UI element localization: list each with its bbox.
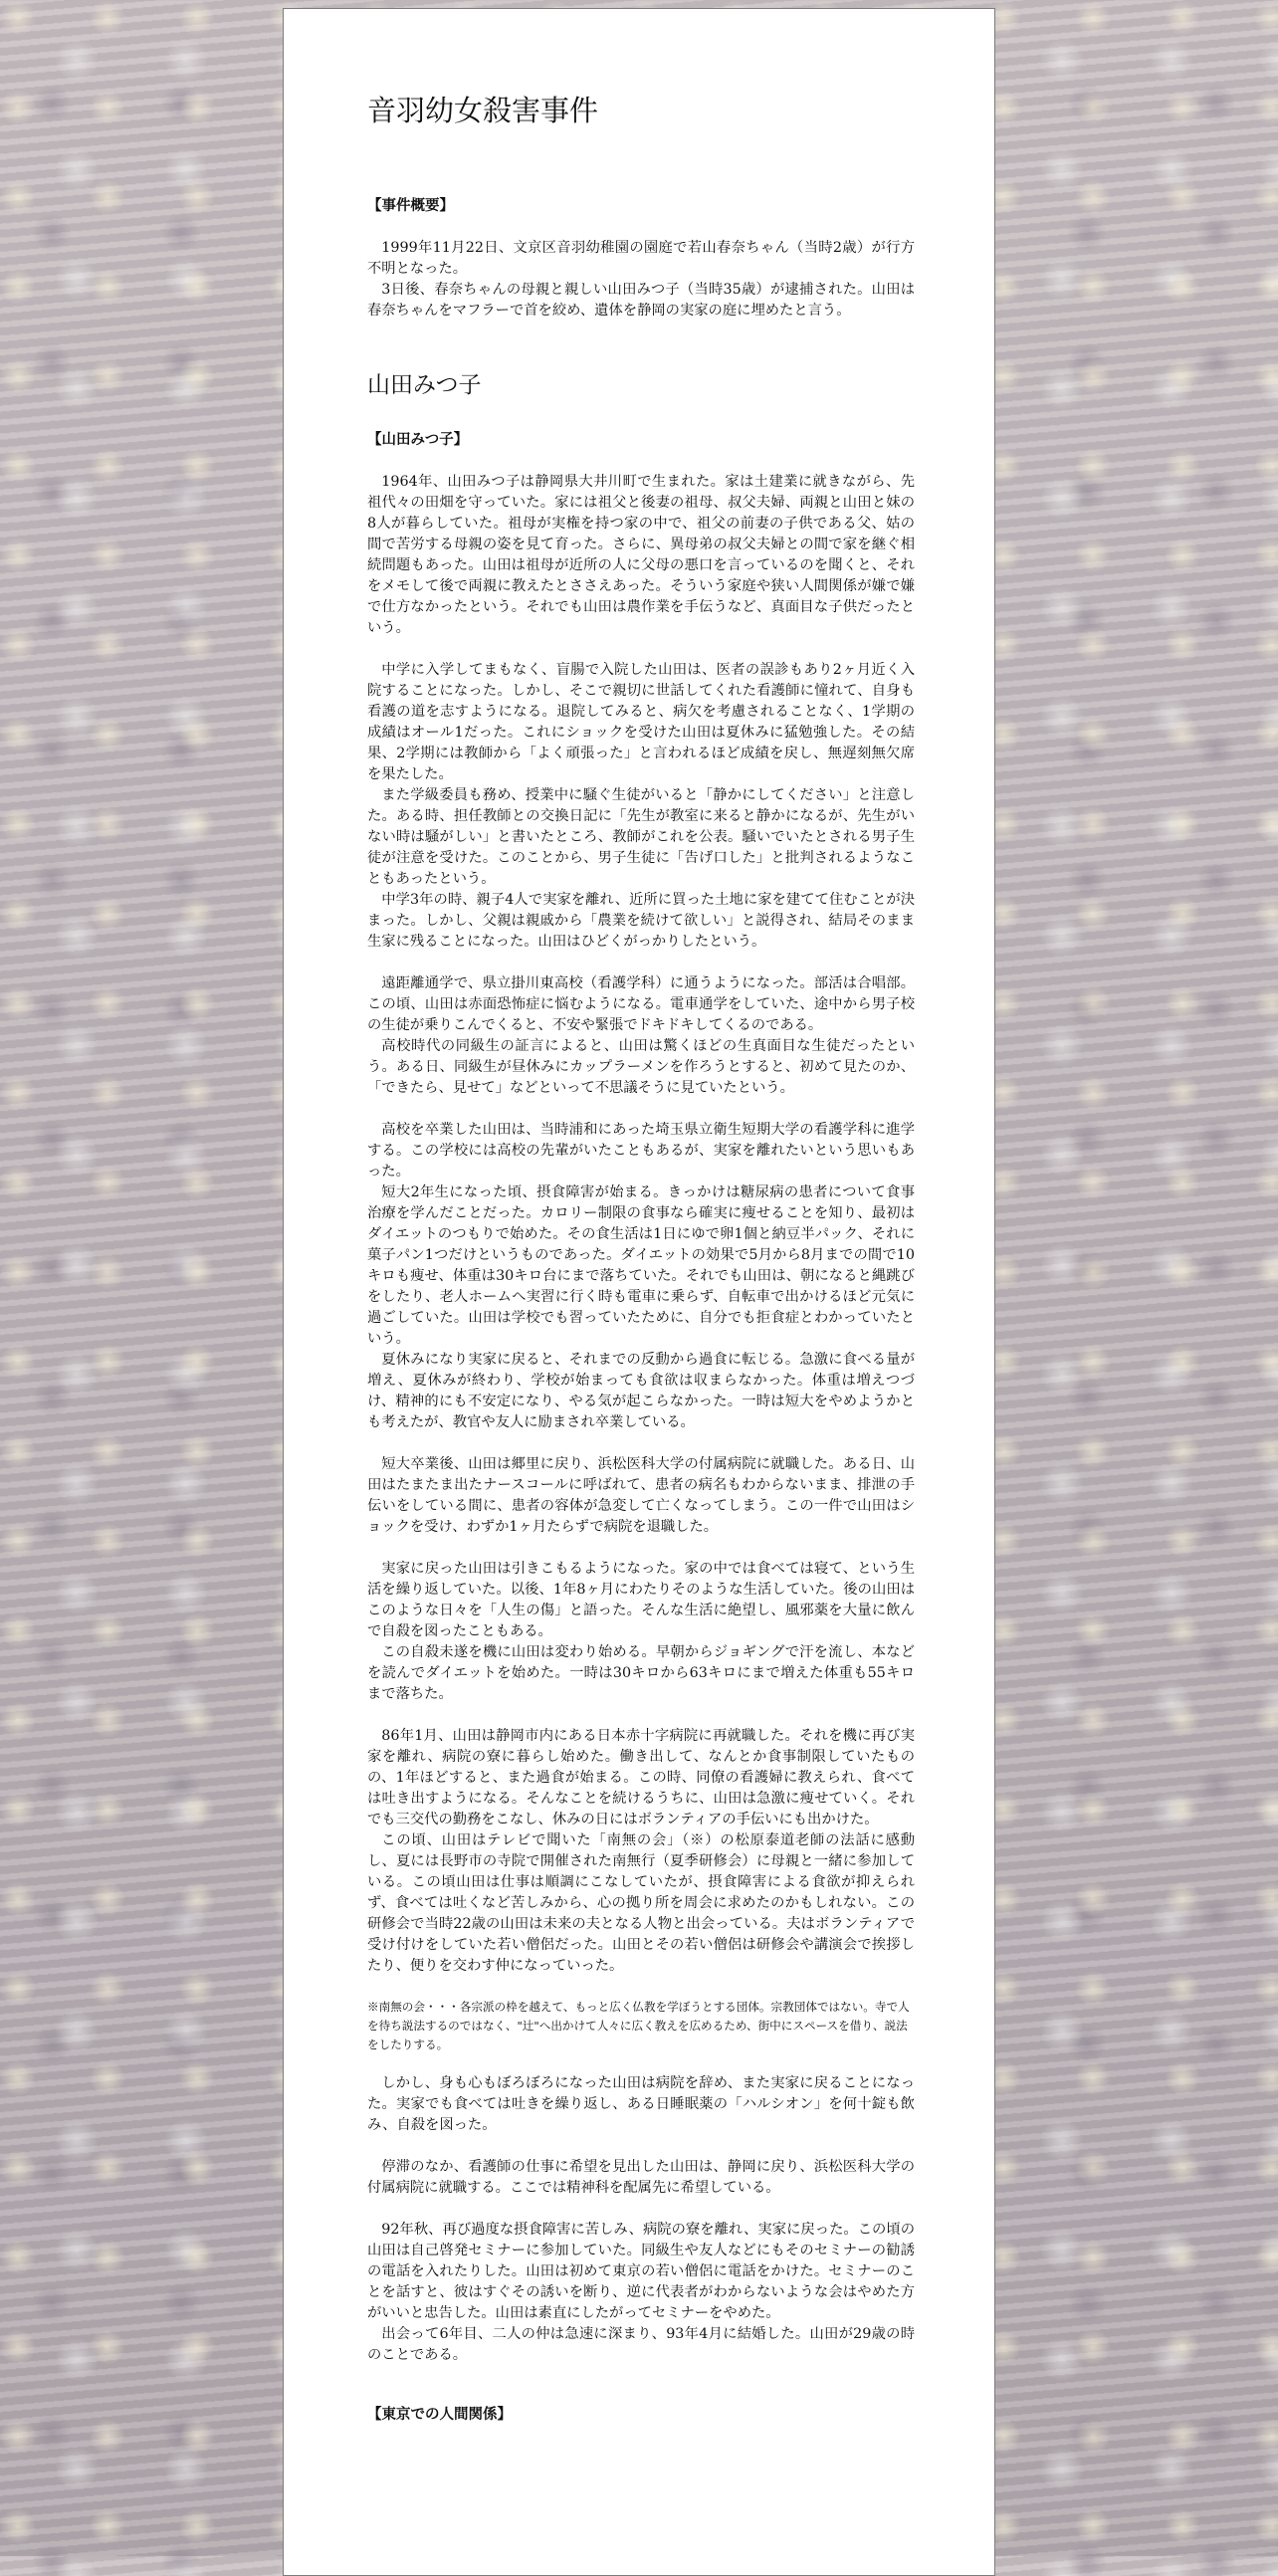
overview-paragraph	[367, 238, 915, 322]
overview-line: 1999年11月22日、文京区音羽幼稚園の園庭で若山春奈ちゃん（当時2歳）が行方不明となった。	[367, 240, 915, 277]
overview-line: 3日後、春奈ちゃんの母親と親しい山田みつ子（当時35歳）が逮捕された。山田は春奈ちゃんをマフラーで首を絞め、遺体を静岡の実家の庭に埋めたと言う。	[367, 282, 915, 319]
paragraph-block	[367, 973, 915, 1099]
paragraph-line: 停滞のなか、看護師の仕事に希望を見出した山田は、静岡に戻り、浜松医科大学の付属病院に就職する。ここでは精神科を配属先に希望している。	[367, 2159, 915, 2196]
overview-label: 【事件概要】	[367, 198, 454, 214]
paragraph-line: 92年秋、再び過度な摂食障害に苦しみ、病院の寮を離れ、実家に戻った。この頃の山田は自己啓発セミナーに参加していた。同級生や友人などにもそのセミナーの勧誘の電話を入れたりした。山田は初めて東京の若い僧侶に電話をかけた。セミナーのことを話すと、彼はすぐその誘いを断り、逆に代表者がわからないような会はやめた方がいいと忠告した。山田は素直にしたがってセミナーをやめた。	[367, 2222, 915, 2321]
body-paragraphs-2	[367, 2073, 915, 2366]
paragraph-line: 1964年、山田みつ子は静岡県大井川町で生まれた。家は土建業に就きながら、先祖代々の田畑を守っていた。家には祖父と後妻の祖母、叔父夫婦、両親と山田と妹の8人が暮らしていた。祖母が実権を持つ家の中で、祖父の前妻の子供である父、姑の間で苦労する母親の姿を見て育った。さらに、異母弟の叔父夫婦との間で家を継ぐ相続問題もあった。山田は祖母が近所の人に父母の悪口を言っているのを聞くと、それをメモして後で両親に教えたとささえあった。そういう家庭や狭い人間関係が嫌で嫌で仕方なかったという。それでも山田は農作業を手伝うなど、真面目な子供だったという。	[367, 474, 915, 636]
document-content	[367, 91, 915, 2447]
paragraph-block	[367, 1454, 915, 1538]
footnote: ※南無の会・・・各宗派の枠を越えて、もっと広く仏教を学ぼうとする団体。宗教団体ではない。寺で人を待ち説法するのではなく、"辻"へ出かけて人々に広く教えを広めるため、街中にスペースを借り、説法をしたりする。	[367, 2000, 910, 2051]
paragraph-block	[367, 1120, 915, 1433]
paragraph-line: 出会って6年目、二人の仲は急速に深まり、93年4月に結婚した。山田が29歳の時のことである。	[367, 2326, 915, 2363]
paragraph-line: 中学3年の時、親子4人で実家を離れ、近所に買った土地に家を建てて住むことが決まった。しかし、父親は親戚から「農業を続けて欲しい」と説得され、結局そのまま生家に残ることになった。山田はひどくがっかりしたという。	[367, 892, 915, 950]
paragraph-line: 86年1月、山田は静岡市内にある日本赤十字病院に再就職した。それを機に再び実家を離れ、病院の寮に暮らし始めた。働き出して、なんとか食事制限していたものの、1年ほどすると、また過食が始まる。この時、同僚の看護婦に教えられ、食べては吐き出すようになる。そんなことを続けるうちに、山田は急激に痩せていく。それでも三交代の勤務をこなし、休みの日にはボランティアの手伝いにも出かけた。	[367, 1728, 915, 1827]
paragraph-line: 短大2年生になった頃、摂食障害が始まる。きっかけは糖尿病の患者について食事治療を学んだことだった。カロリー制限の食事なら確実に痩せることを知り、最初はダイエットのつもりで始めた。その食生活は1日にゆで卵1個と納豆半パック、それに菓子パン1つだけというものであった。ダイエットの効果で5月から8月までの間で10キロも痩せ、体重は30キロ台にまで落ちていた。それでも山田は、朝になると縄跳びをしたり、老人ホームへ実習に行く時も電車に乗らず、自転車で出かけるほど元気に過ごしていた。山田は学校でも習っていたために、自分でも拒食症とわかっていたという。	[367, 1184, 915, 1347]
paragraph-block	[367, 472, 915, 639]
paragraph-block	[367, 1559, 915, 1705]
paragraph-line: 高校を卒業した山田は、当時浦和にあった埼玉県立衛生短期大学の看護学科に進学する。この学校には高校の先輩がいたこともあるが、実家を離れたいという思いもあった。	[367, 1122, 915, 1180]
section-label: 【山田みつ子】	[367, 432, 469, 448]
paragraph-line: 短大卒業後、山田は郷里に戻り、浜松医科大学の付属病院に就職した。ある日、山田はたまたま出たナースコールに呼ばれて、患者の病名もわからないまま、排泄の手伝いをしている間に、患者の容体が急変して亡くなってしまう。この一件で山田はショックを受け、わずか1ヶ月たらずで病院を退職した。	[367, 1456, 915, 1535]
page-title: 音羽幼女殺害事件	[367, 94, 599, 127]
paragraph-block	[367, 2220, 915, 2366]
paragraph-block	[367, 2073, 915, 2136]
body-paragraphs	[367, 472, 915, 1977]
section-heading: 山田みつ子	[367, 372, 482, 398]
paragraph-block	[367, 1726, 915, 1977]
document-page	[283, 8, 995, 2576]
paragraph-line: しかし、身も心もぼろぼろになった山田は病院を辞め、また実家に戻ることになった。実家でも食べては吐きを繰り返し、ある日睡眠薬の「ハルシオン」を何十錠も飲み、自殺を図った。	[367, 2075, 915, 2133]
paragraph-line: この自殺未遂を機に山田は変わり始める。早朝からジョギングで汗を流し、本などを読んでダイエットを始めた。一時は30キロから63キロにまで増えた体重も55キロまで落ちた。	[367, 1644, 915, 1702]
paragraph-block	[367, 660, 915, 953]
paragraph-line: 遠距離通学で、県立掛川東高校（看護学科）に通うようになった。部活は合唱部。この頃、山田は赤面恐怖症に悩むようになる。電車通学をしていた、途中から男子校の生徒が乗りこんでくると、不安や緊張でドキドキしてくるのである。	[367, 975, 915, 1033]
paragraph-line: また学級委員も務め、授業中に騒ぐ生徒がいると「静かにしてください」と注意した。ある時、担任教師との交換日記に「先生が教室に来ると静かになるが、先生がいない時は騒がしい」と書いたところ、教師がこれを公表。騒いでいたとされる男子生徒が注意を受けた。このことから、男子生徒に「告げ口した」と批判されるようなこともあったという。	[367, 787, 915, 887]
paragraph-line: 高校時代の同級生の証言によると、山田は驚くほどの生真面目な生徒だったという。ある日、同級生が昼休みにカップラーメンを作ろうとすると、初めて見たのか、「できたら、見せて」などといって不思議そうに見ていたという。	[367, 1038, 915, 1096]
next-section-label: 【東京での人間関係】	[367, 2407, 512, 2423]
paragraph-line: この頃、山田はテレビで聞いた「南無の会」（※）の松原泰道老師の法話に感動し、夏には長野市の寺院で開催された南無行（夏季研修会）に母親と一緒に参加している。この頃山田は仕事は順調にこなしていたが、摂食障害による食欲が抑えられず、食べては吐くなど苦しみから、心の拠り所を周会に求めたのかもしれない。この研修会で当時22歳の山田は未来の夫となる人物と出会っている。夫はボランティアで受け付けをしていた若い僧侶だった。山田とその若い僧侶は研修会や講演会で挨拶したり、便りを交わす仲になっていった。	[367, 1832, 915, 1974]
paragraph-block	[367, 2157, 915, 2199]
paragraph-line: 中学に入学してまもなく、盲腸で入院した山田は、医者の誤診もあり2ヶ月近く入院することになった。しかし、そこで親切に世話してくれた看護師に憧れて、自身も看護の道を志すようになる。退院してみると、病欠を考慮されることなく、1学期の成績はオール1だった。これにショックを受けた山田は夏休みに猛勉強した。その結果、2学期には教師から「よく頑張った」と言われるほど成績を戻し、無遅刻無欠席を果たした。	[367, 662, 915, 782]
paragraph-line: 実家に戻った山田は引きこもるようになった。家の中では食べては寝て、という生活を繰り返していた。以後、1年8ヶ月にわたりそのような生活していた。後の山田はこのような日々を「人生の傷」と語った。そんな生活に絶望し、風邪薬を大量に飲んで自殺を図ったこともある。	[367, 1561, 915, 1639]
paragraph-line: 夏休みになり実家に戻ると、それまでの反動から過食に転じる。急激に食べる量が増え、夏休みが終わり、学校が始まっても食欲は収まらなかった。体重は増えつづけ、精神的にも不安定になり、やる気が起こらなかった。一時は短大をやめようかとも考えたが、教官や友人に励まされ卒業している。	[367, 1352, 915, 1430]
